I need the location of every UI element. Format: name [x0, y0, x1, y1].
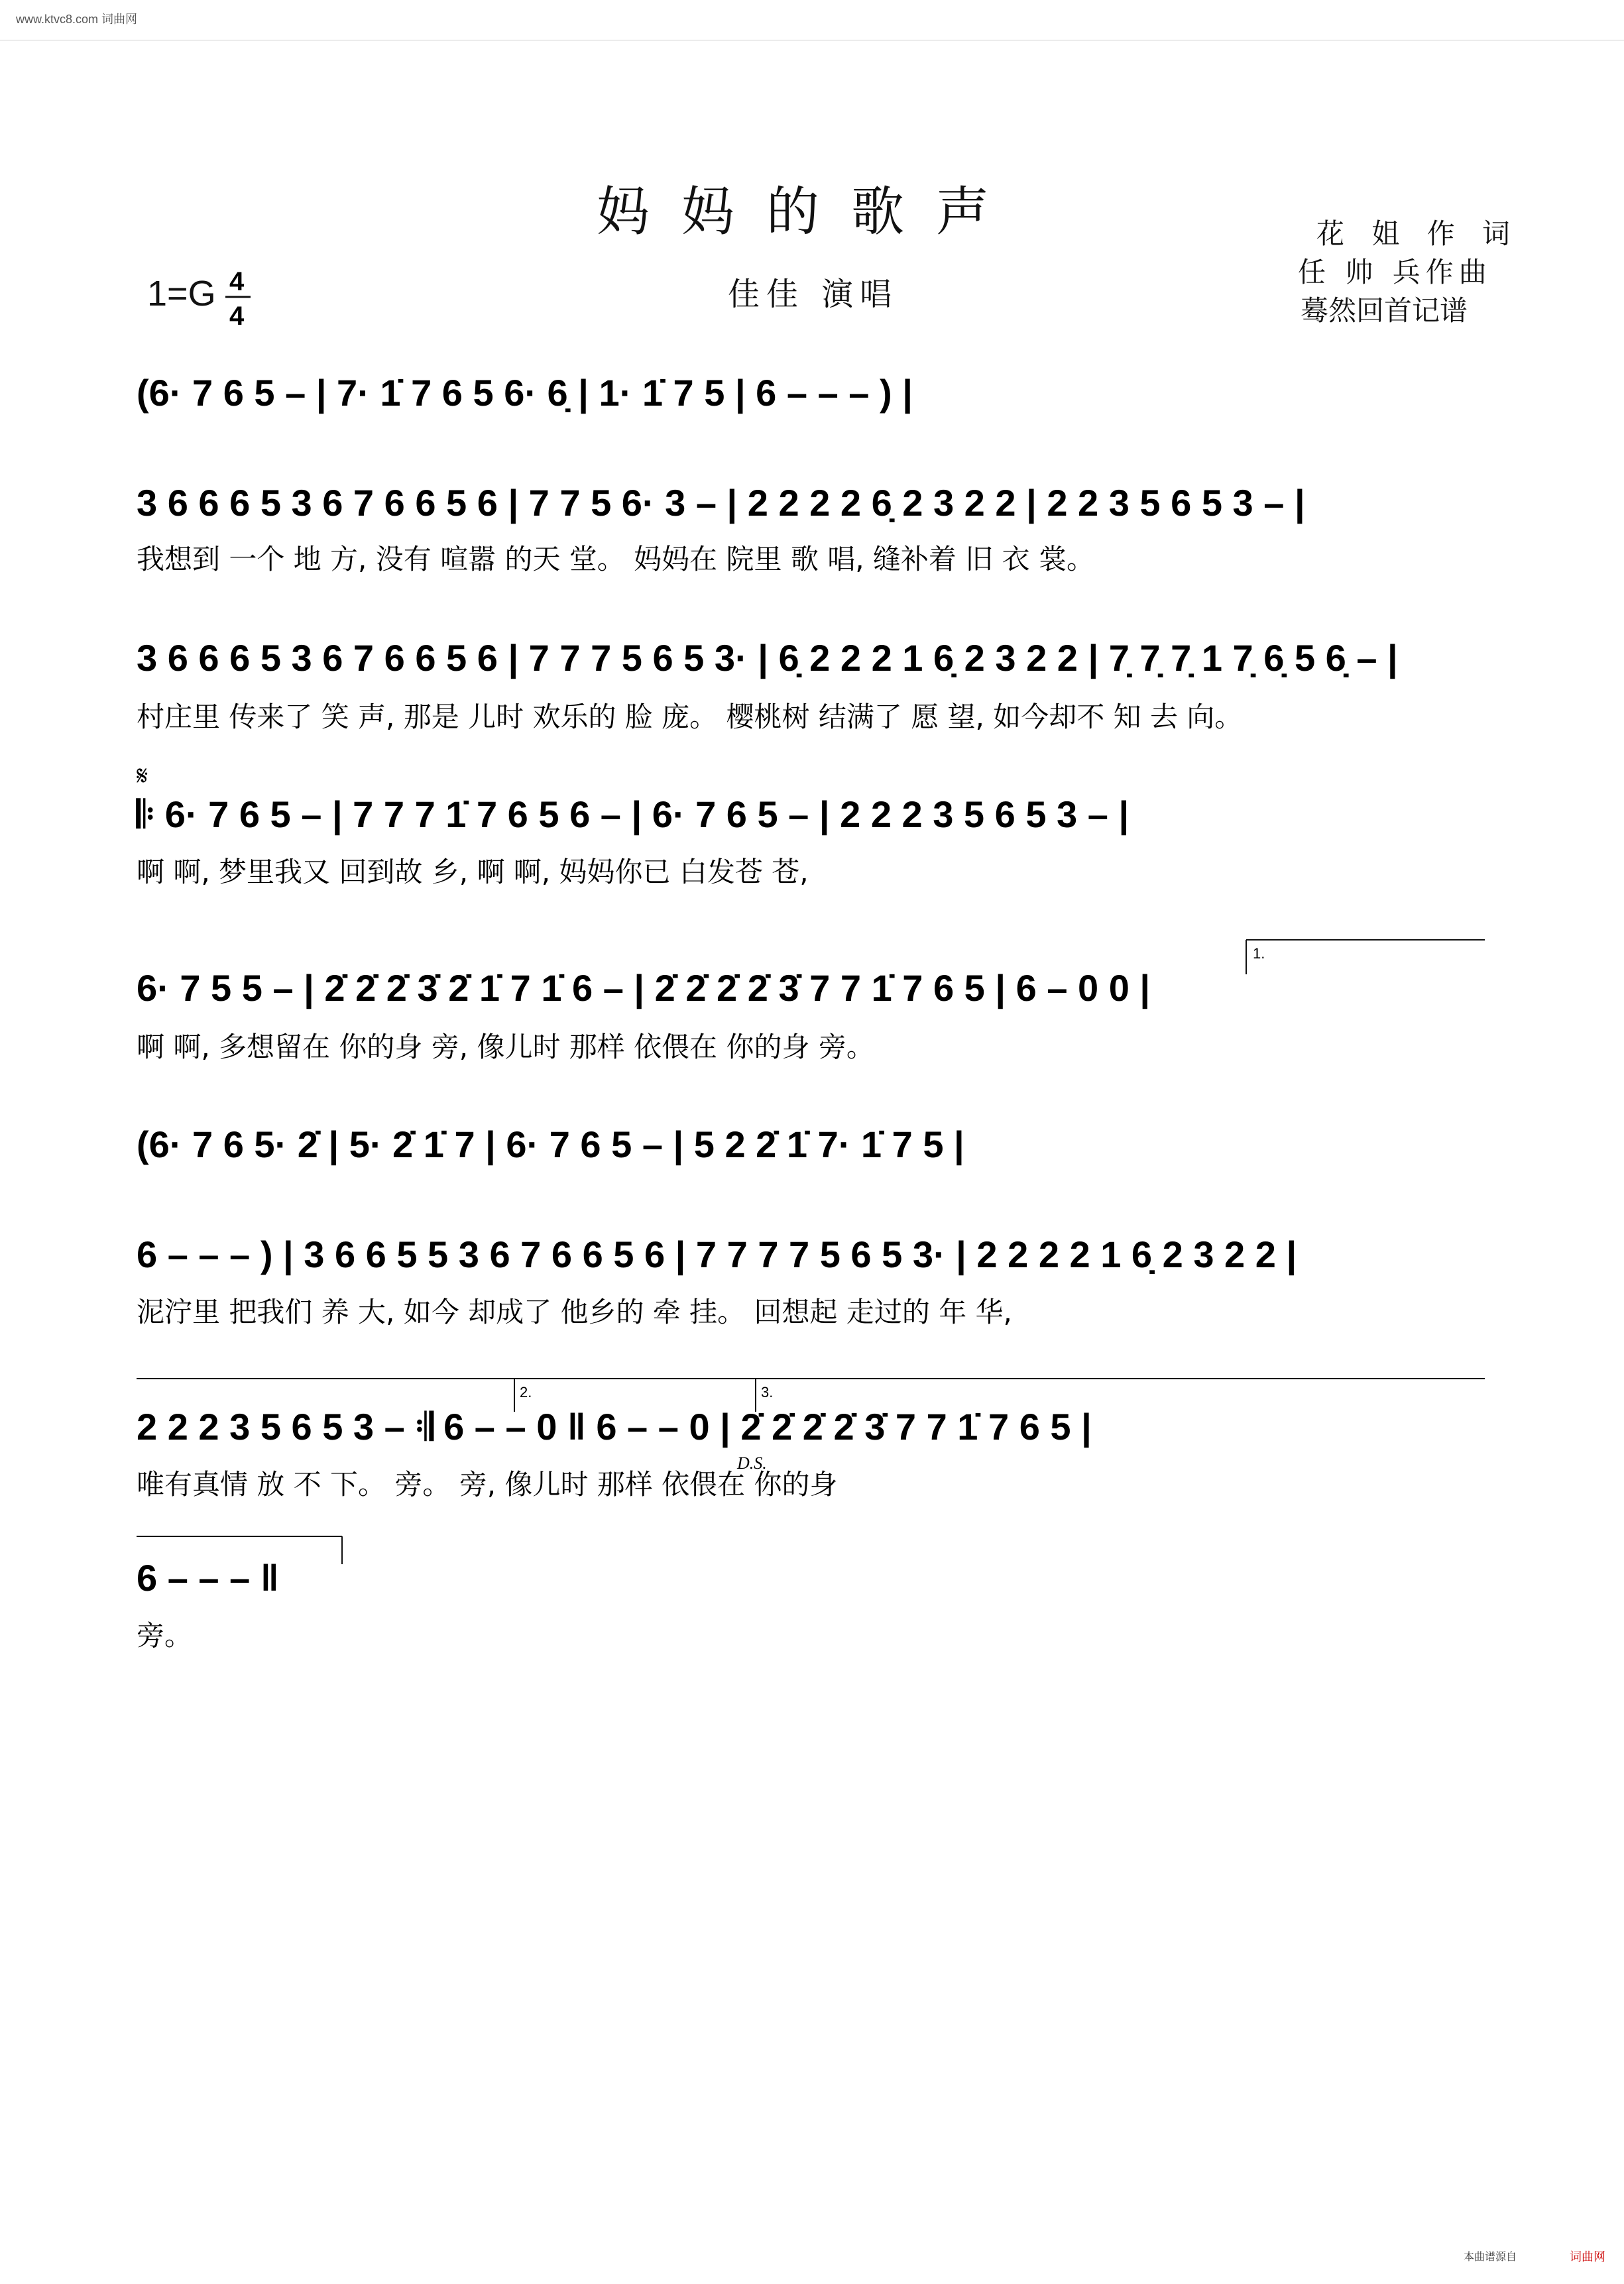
segno-sign: 𝄋 [137, 761, 148, 791]
volta-2-label: 2. [520, 1384, 532, 1400]
lyrics-line: 啊 啊, 多想留在 你的身 旁, 像儿时 那样 依偎在 你的身 旁。 [137, 1031, 874, 1063]
lyricist-credit: 花 姐 作 词 [1316, 217, 1520, 250]
notes-line: (6· 7 6 5 – | 7· 1̇ 7 6 5 6· 6̣ | 1· 1̇ 7 5 | 6 – – – ) | [137, 372, 913, 414]
lyrics-line: 我想到 一个 地 方, 没有 喧嚣 的天 堂。 妈妈在 院里 歌 唱, 缝补着 旧 衣 裳。 [137, 543, 1094, 575]
volta-1-label: 1. [1253, 945, 1265, 962]
notes-line: (6· 7 6 5· 2̇ | 5· 2̇ 1̇ 7 | 6· 7 6 5 – | 5 2 2̇ 1̇ 7· 1̇ 7 5 | [137, 1123, 964, 1165]
lyrics-line: 旁。 [137, 1619, 193, 1652]
time-sig-bottom: 4 [229, 302, 245, 331]
system-1 [137, 372, 913, 414]
notes-line: 3 6 6 6 5 3 6 7 6 6 5 6 | 7 7 5 6· 3 – | 2 2 2 2 6̣ 2 3 2 2 | 2 2 3 5 6 5 3 – | [137, 482, 1305, 524]
system-6 [137, 1123, 964, 1166]
singer-credit: 佳佳 演唱 [728, 276, 899, 313]
ds-marking: D.S. [737, 1454, 767, 1473]
lyrics-line: 啊 啊, 梦里我又 回到故 乡, 啊 啊, 妈妈你已 白发苍 苍, [137, 856, 809, 888]
notes-line: 3 6 6 6 5 3 6 7 6 6 5 6 | 7 7 7 5 6 5 3· | 6̣ 2 2 2 1 6̣ 2 3 2 2 | 7̣ 7̣ 7̣ 1 7̣ 6̣ 5 6̣ – | [137, 637, 1398, 679]
lyrics-line: 村庄里 传来了 笑 声, 那是 儿时 欢乐的 脸 庞。 樱桃树 结满了 愿 望, 如今却不 知 去 向。 [137, 701, 1243, 733]
site-watermark: www.ktvc8.com 词曲网 [16, 13, 138, 26]
composer-credit: 任 帅 兵作曲 [1298, 256, 1492, 288]
system-4 [136, 761, 1129, 888]
footer-source: 本曲谱源自 [1464, 2252, 1517, 2263]
system-2 [137, 482, 1305, 575]
footer-logo: 词曲网 [1570, 2250, 1605, 2263]
key-text: 1=G [147, 274, 216, 314]
system-8 [137, 1379, 1485, 1501]
notes-line: 2 2 2 3 5 6 5 3 – 𝄇 6 – – 0 ‖ 6 – – 0 | 2̇ 2̇ 2̇ 2̇ 3̇ 7 7 1̇ 7 6 5 | [137, 1406, 1092, 1448]
transcriber-credit: 蓦然回首记谱 [1301, 294, 1468, 327]
system-7 [137, 1233, 1297, 1328]
lyrics-line: 泥泞里 把我们 养 大, 如今 却成了 他乡的 牵 挂。 回想起 走过的 年 华, [137, 1296, 1012, 1328]
notes-line: 6 – – – ) | 3 6 6 5 5 3 6 7 6 6 5 6 | 7 7 7 7 5 6 5 3· | 2 2 2 2 1 6̣ 2 3 2 2 | [137, 1233, 1297, 1275]
notes-line: 6· 7 5 5 – | 2̇ 2̇ 2̇ 3̇ 2̇ 1̇ 7 1̇ 6 – | 2̇ 2̇ 2̇ 2̇ 3̇ 7 7 1̇ 7 6 5 | 6 – 0 0 | [137, 967, 1151, 1009]
song-title: 妈妈的歌声 [597, 181, 1021, 243]
system-9 [137, 1536, 342, 1652]
notes-line: 𝄆 6· 7 6 5 – | 7 7 7 1̇ 7 6 5 6 – | 6· 7 6 5 – | 2 2 2 3 5 6 5 3 – | [137, 793, 1130, 835]
time-sig-top: 4 [229, 267, 245, 296]
system-3 [137, 637, 1398, 733]
notes-line: 6 – – – ‖ [137, 1557, 279, 1599]
system-5 [137, 940, 1485, 1063]
volta-3-label: 3. [761, 1384, 774, 1400]
lyrics-line: 唯有真情 放 不 下。 旁。 旁, 像儿时 那样 依偎在 你的身 [137, 1468, 838, 1501]
